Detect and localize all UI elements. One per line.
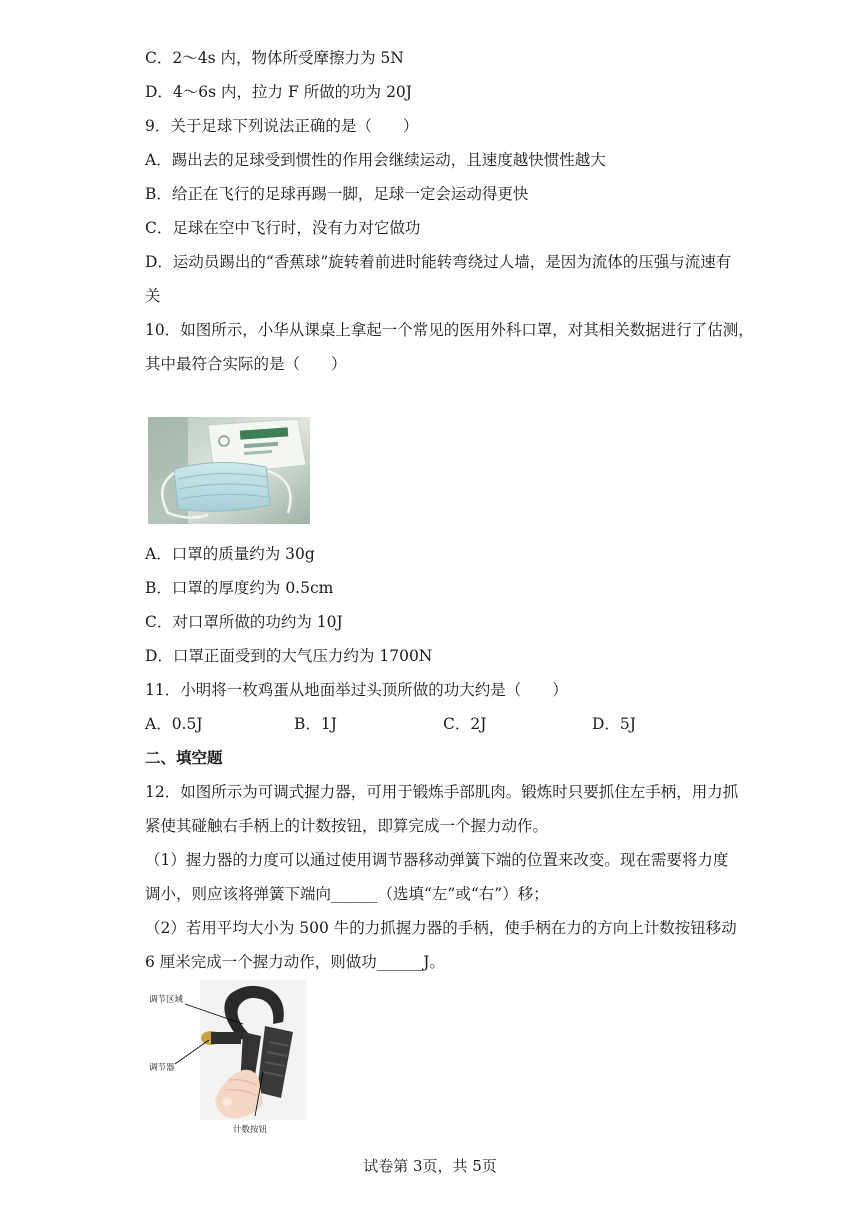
q11-stem: 11．小明将一枚鸡蛋从地面举过头顶所做的功大约是（ ）	[145, 681, 568, 699]
q9-stem: 9．关于足球下列说法正确的是（ ）	[145, 117, 419, 135]
q10-option-b: B．口罩的厚度约为 0.5cm	[145, 579, 334, 597]
q11-option-d: D．5J	[592, 715, 637, 733]
q12-part2: （2）若用平均大小为 500 牛的力抓握力器的手柄，使手柄在力的方向上计数按钮移动	[145, 919, 737, 937]
face-mask-photo	[148, 417, 310, 524]
q9-option-b: B．给正在飞行的足球再踢一脚，足球一定会运动得更快	[145, 185, 529, 203]
q11-option-a: A．0.5J	[145, 715, 203, 733]
label-adjuster: 调节器	[149, 1063, 175, 1073]
page-footer: 试卷第 3页，共 5页	[363, 1157, 497, 1175]
q9-option-c: C．足球在空中飞行时，没有力对它做功	[145, 219, 421, 237]
q9-option-a: A．踢出去的足球受到惯性的作用会继续运动，且速度越快惯性越大	[145, 151, 606, 169]
q8-option-d: D．4～6s 内，拉力 F 所做的功为 20J	[145, 83, 413, 101]
section-heading-fill-blank: 二、填空题	[145, 748, 223, 767]
hand-gripper-diagram	[145, 980, 307, 1138]
label-adjust-area: 调节区域	[149, 995, 184, 1005]
q12-stem: 12．如图所示为可调式握力器，可用于锻炼手部肌肉。锻炼时只要抓住左手柄，用力抓	[145, 783, 739, 801]
q12-part2-cont: 6 厘米完成一个握力动作，则做功______J。	[145, 953, 446, 971]
q9-option-d-cont: 关	[145, 287, 161, 305]
q10-option-a: A．口罩的质量约为 30g	[145, 545, 315, 563]
label-count-button: 计数按钮	[233, 1125, 268, 1135]
q10-option-d: D．口罩正面受到的大气压力约为 1700N	[145, 647, 433, 665]
q10-stem: 10．如图所示，小华从课桌上拿起一个常见的医用外科口罩，对其相关数据进行了估测，	[145, 321, 754, 339]
q8-option-c: C．2～4s 内，物体所受摩擦力为 5N	[145, 49, 404, 67]
q10-stem-cont: 其中最符合实际的是（ ）	[145, 355, 347, 373]
q10-option-c: C．对口罩所做的功约为 10J	[145, 613, 343, 631]
q12-part1: （1）握力器的力度可以通过使用调节器移动弹簧下端的位置来改变。现在需要将力度	[145, 851, 729, 869]
q12-part1-cont: 调小，则应该将弹簧下端向______（选填“左”或“右”）移；	[145, 885, 549, 903]
q9-option-d: D．运动员踢出的“香蕉球”旋转着前进时能转弯绕过人墙，是因为流体的压强与流速有	[145, 253, 732, 271]
q11-option-b: B．1J	[294, 715, 337, 733]
q12-stem-cont: 紧使其碰触右手柄上的计数按钮，即算完成一个握力动作。	[145, 817, 549, 835]
q11-option-c: C．2J	[443, 715, 487, 733]
